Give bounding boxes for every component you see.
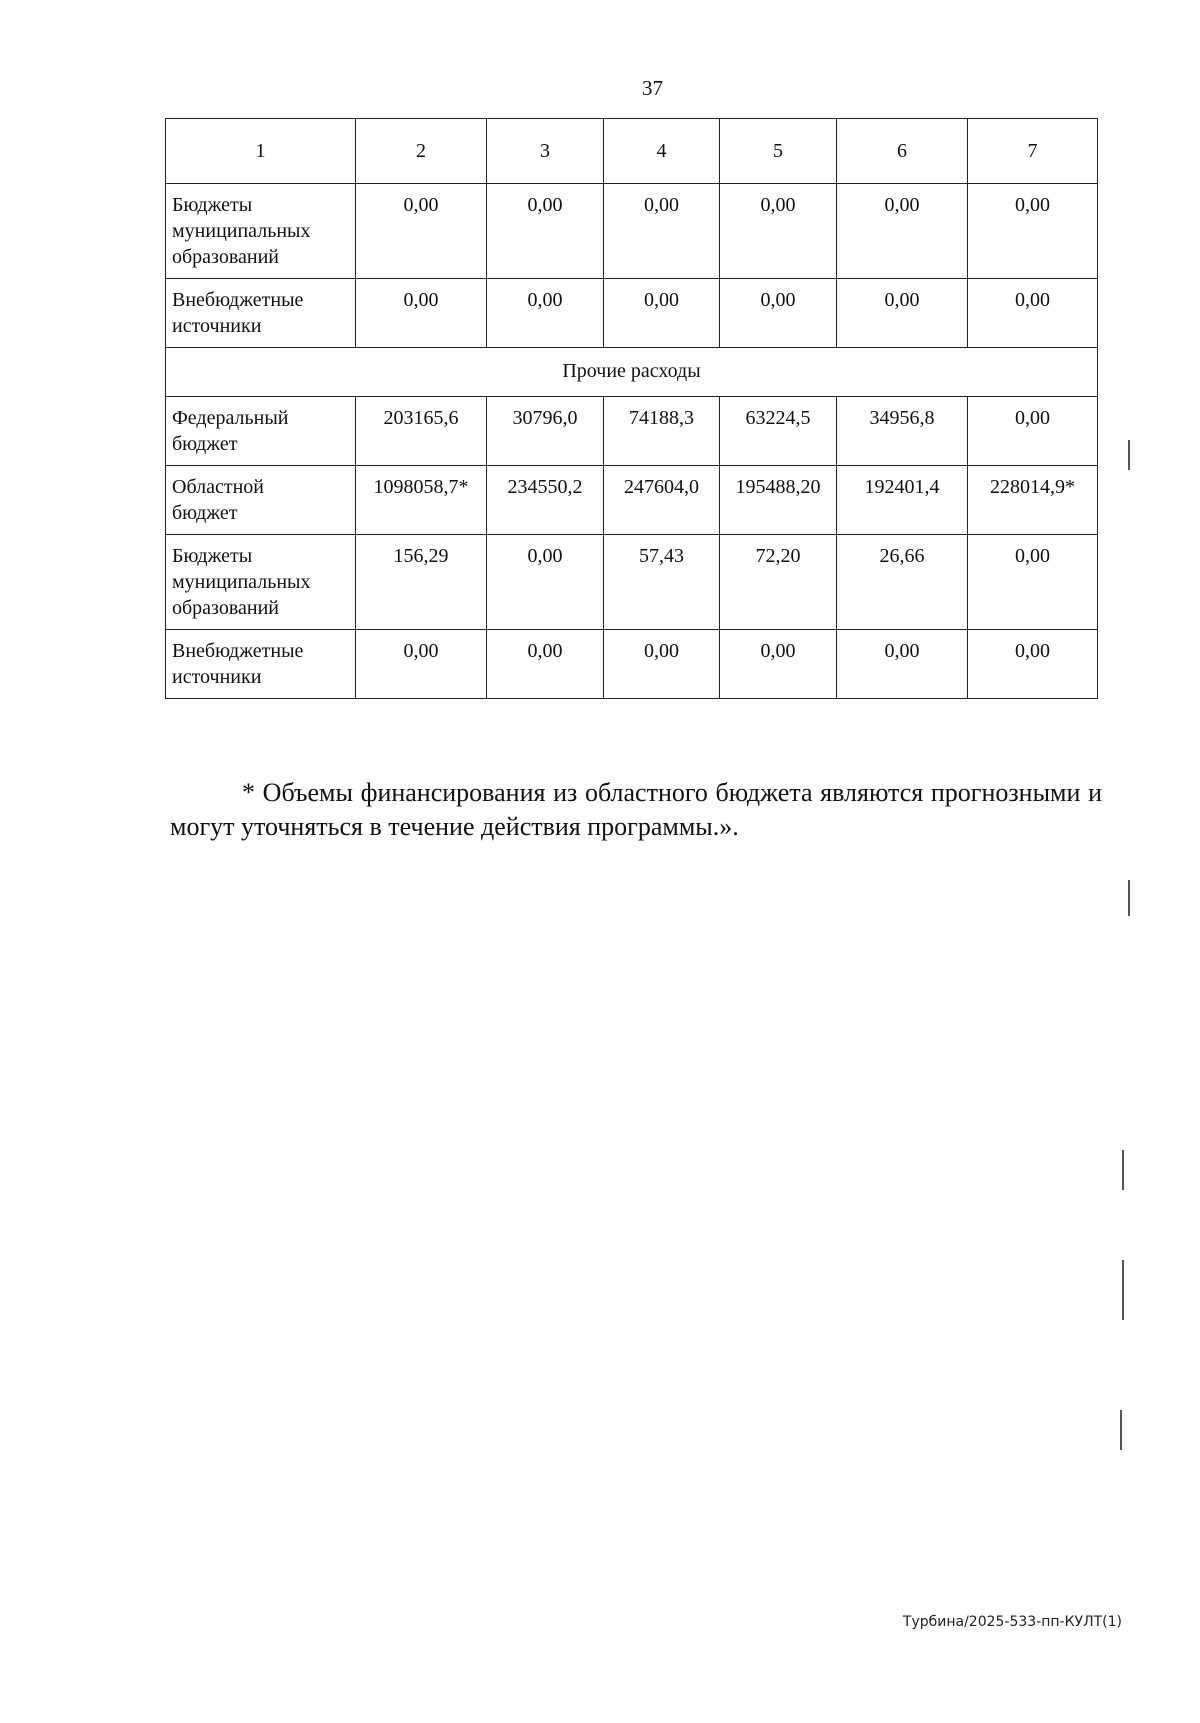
value-cell: 195488,20	[720, 466, 837, 535]
value-cell: 234550,2	[487, 466, 604, 535]
value-cell: 57,43	[604, 535, 720, 630]
value-cell: 0,00	[720, 279, 837, 348]
value-cell: 0,00	[604, 184, 720, 279]
column-number: 7	[968, 119, 1098, 184]
value-cell: 203165,6	[356, 397, 487, 466]
row-label-line: Областной	[172, 476, 265, 498]
table-row	[166, 535, 1098, 630]
scan-artifact	[1122, 1150, 1124, 1190]
page-number: 37	[642, 76, 663, 100]
row-label-line: Федеральный	[172, 407, 289, 429]
financing-table	[165, 118, 1098, 699]
section-row	[166, 348, 1098, 397]
section-title: Прочие расходы	[166, 348, 1098, 397]
table-header-row	[166, 119, 1098, 184]
row-label-line: Внебюджетные	[172, 289, 304, 311]
row-label	[166, 466, 356, 535]
column-number: 6	[837, 119, 968, 184]
value-cell: 0,00	[837, 279, 968, 348]
row-label-line: образований	[172, 597, 280, 619]
row-label-line: Внебюджетные	[172, 640, 304, 662]
row-label-line: образований	[172, 246, 280, 268]
value-cell: 0,00	[356, 184, 487, 279]
row-label-line: бюджет	[172, 502, 238, 524]
value-cell: 30796,0	[487, 397, 604, 466]
value-cell: 0,00	[720, 630, 837, 699]
value-cell: 0,00	[968, 630, 1098, 699]
footnote: * Объемы финансирования из областного бюджета являются прогнозными и могут уточняться в течение действия программы.».	[170, 778, 1102, 841]
value-cell: 0,00	[968, 535, 1098, 630]
value-cell: 0,00	[968, 184, 1098, 279]
value-cell: 156,29	[356, 535, 487, 630]
value-cell: 0,00	[604, 630, 720, 699]
table-row	[166, 279, 1098, 348]
value-cell: 0,00	[968, 279, 1098, 348]
column-number: 3	[487, 119, 604, 184]
value-cell: 0,00	[487, 184, 604, 279]
value-cell: 0,00	[487, 279, 604, 348]
value-cell: 0,00	[487, 535, 604, 630]
value-cell: 0,00	[487, 630, 604, 699]
column-number: 5	[720, 119, 837, 184]
value-cell: 1098058,7*	[356, 466, 487, 535]
value-cell: 74188,3	[604, 397, 720, 466]
row-label-line: муниципальных	[172, 220, 311, 242]
value-cell: 0,00	[356, 279, 487, 348]
column-number: 4	[604, 119, 720, 184]
value-cell: 63224,5	[720, 397, 837, 466]
column-number: 1	[166, 119, 356, 184]
scan-artifact	[1128, 440, 1130, 470]
row-label	[166, 535, 356, 630]
value-cell: 0,00	[604, 279, 720, 348]
row-label-line: муниципальных	[172, 571, 311, 593]
row-label-line: Бюджеты	[172, 194, 253, 216]
value-cell: 192401,4	[837, 466, 968, 535]
row-label-line: Бюджеты	[172, 545, 253, 567]
row-label-line: источники	[172, 315, 262, 337]
value-cell: 34956,8	[837, 397, 968, 466]
row-label	[166, 184, 356, 279]
row-label	[166, 397, 356, 466]
scan-artifact	[1128, 880, 1130, 916]
value-cell: 72,20	[720, 535, 837, 630]
row-label-line: источники	[172, 666, 262, 688]
value-cell: 247604,0	[604, 466, 720, 535]
table-row	[166, 630, 1098, 699]
value-cell: 228014,9*	[968, 466, 1098, 535]
column-number: 2	[356, 119, 487, 184]
row-label	[166, 630, 356, 699]
document-reference: Турбина/2025-533-пп-КУЛТ(1)	[902, 1614, 1122, 1630]
scan-artifact	[1120, 1410, 1122, 1450]
table-row	[166, 184, 1098, 279]
scan-artifact	[1122, 1260, 1124, 1320]
row-label	[166, 279, 356, 348]
value-cell: 0,00	[720, 184, 837, 279]
value-cell: 0,00	[356, 630, 487, 699]
value-cell: 0,00	[968, 397, 1098, 466]
value-cell: 26,66	[837, 535, 968, 630]
table-row	[166, 397, 1098, 466]
value-cell: 0,00	[837, 630, 968, 699]
value-cell: 0,00	[837, 184, 968, 279]
row-label-line: бюджет	[172, 433, 238, 455]
table-row	[166, 466, 1098, 535]
